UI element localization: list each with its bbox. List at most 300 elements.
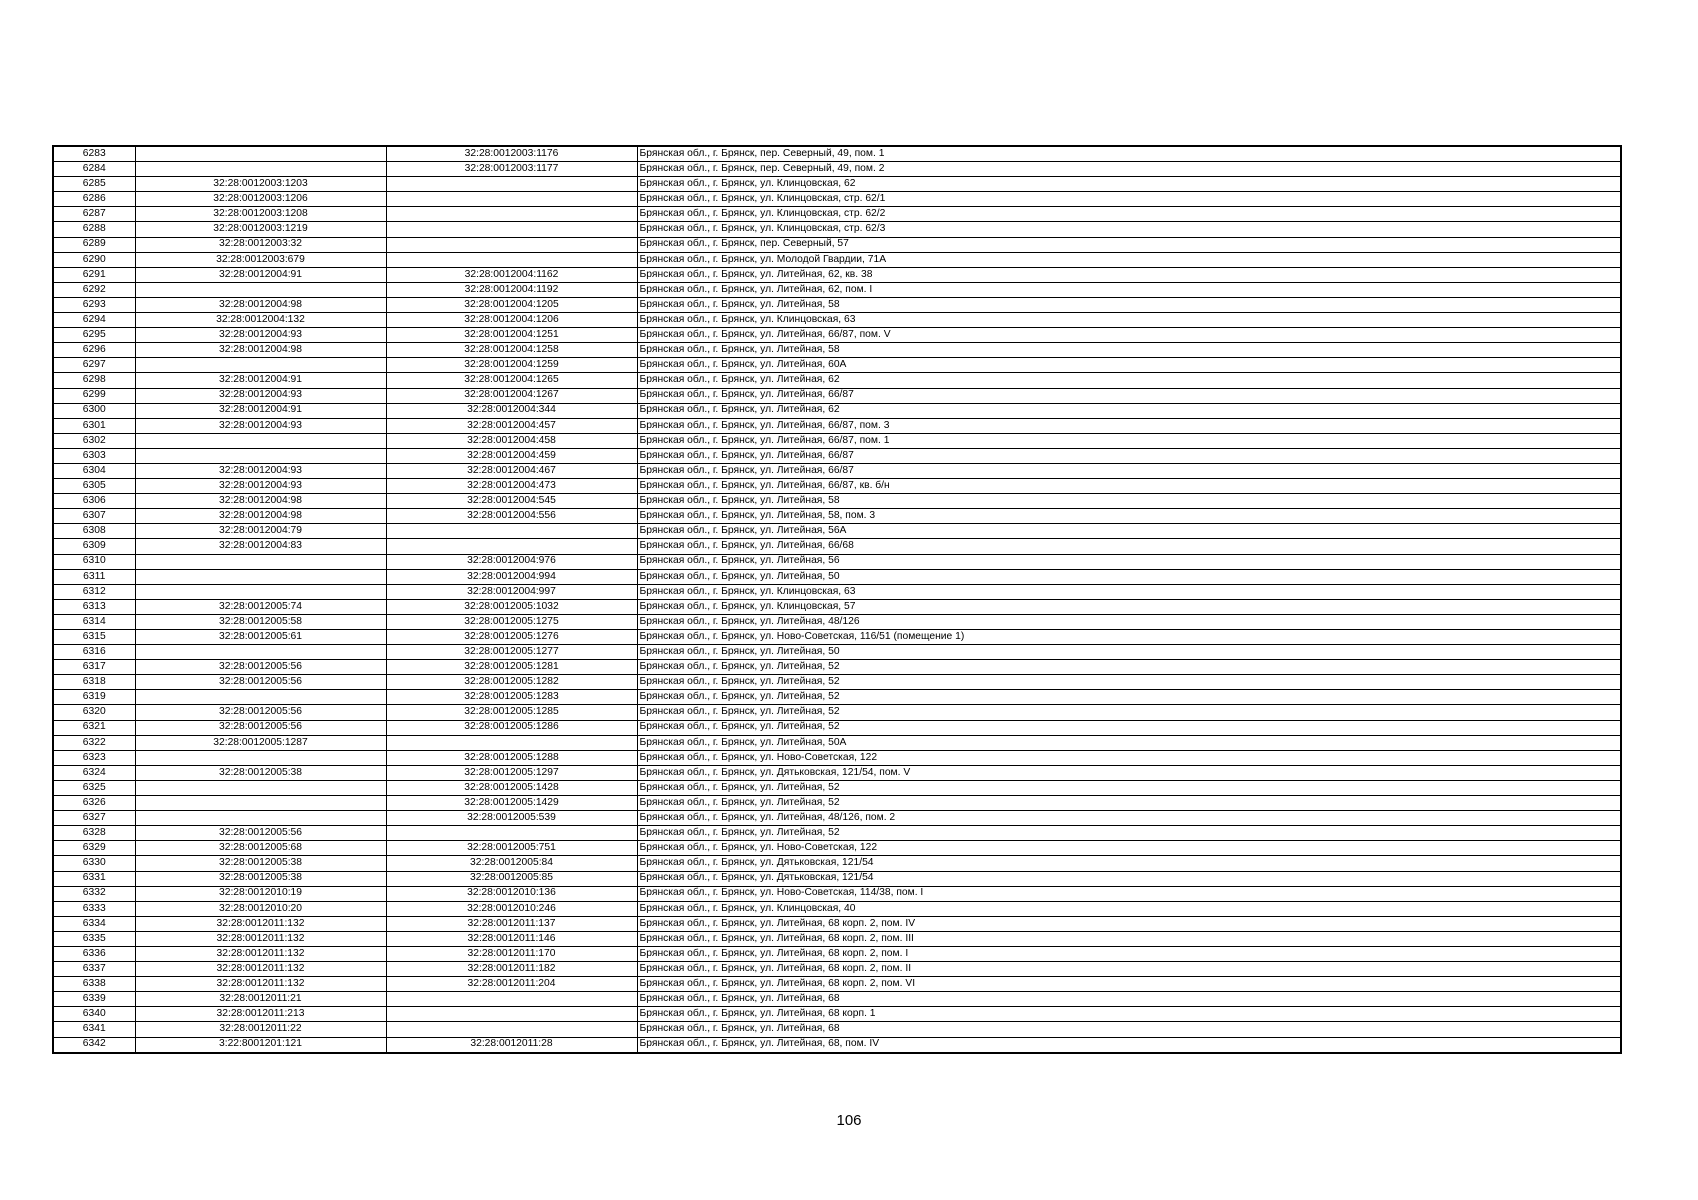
object-cadastral-number-cell: 32:28:0012005:1285 — [386, 705, 637, 720]
address-cell: Брянская обл., г. Брянск, ул. Дятьковская, 121/54 — [637, 871, 1621, 886]
object-cadastral-number-cell: 32:28:0012004:994 — [386, 569, 637, 584]
land-cadastral-number-cell — [135, 358, 386, 373]
row-number-cell: 6323 — [53, 750, 135, 765]
land-cadastral-number-cell: 32:28:0012005:56 — [135, 675, 386, 690]
land-cadastral-number-cell: 32:28:0012004:91 — [135, 373, 386, 388]
row-number-cell: 6304 — [53, 463, 135, 478]
land-cadastral-number-cell: 3:22:8001201:121 — [135, 1037, 386, 1053]
object-cadastral-number-cell — [386, 826, 637, 841]
address-cell: Брянская обл., г. Брянск, ул. Ново-Советская, 122 — [637, 750, 1621, 765]
address-cell: Брянская обл., г. Брянск, ул. Клинцовская, 63 — [637, 313, 1621, 328]
land-cadastral-number-cell: 32:28:0012011:132 — [135, 977, 386, 992]
table-row — [53, 841, 1621, 856]
address-cell: Брянская обл., г. Брянск, ул. Литейная, 50А — [637, 735, 1621, 750]
table-row — [53, 373, 1621, 388]
address-cell: Брянская обл., г. Брянск, ул. Литейная, 48/126, пом. 2 — [637, 811, 1621, 826]
object-cadastral-number-cell: 32:28:0012011:146 — [386, 931, 637, 946]
land-cadastral-number-cell — [135, 282, 386, 297]
address-cell: Брянская обл., г. Брянск, пер. Северный, 49, пом. 1 — [637, 146, 1621, 162]
row-number-cell: 6309 — [53, 539, 135, 554]
land-cadastral-number-cell: 32:28:0012003:32 — [135, 237, 386, 252]
table-row — [53, 720, 1621, 735]
row-number-cell: 6289 — [53, 237, 135, 252]
row-number-cell: 6328 — [53, 826, 135, 841]
land-cadastral-number-cell: 32:28:0012011:132 — [135, 946, 386, 961]
address-cell: Брянская обл., г. Брянск, ул. Литейная, 62 — [637, 403, 1621, 418]
row-number-cell: 6322 — [53, 735, 135, 750]
land-cadastral-number-cell: 32:28:0012011:132 — [135, 931, 386, 946]
object-cadastral-number-cell: 32:28:0012004:457 — [386, 418, 637, 433]
land-cadastral-number-cell: 32:28:0012010:20 — [135, 901, 386, 916]
row-number-cell: 6297 — [53, 358, 135, 373]
row-number-cell: 6320 — [53, 705, 135, 720]
land-cadastral-number-cell — [135, 569, 386, 584]
page-number: 106 — [836, 1112, 862, 1129]
table-row — [53, 479, 1621, 494]
table-row — [53, 931, 1621, 946]
address-cell: Брянская обл., г. Брянск, ул. Клинцовская, 57 — [637, 599, 1621, 614]
object-cadastral-number-cell: 32:28:0012005:85 — [386, 871, 637, 886]
land-cadastral-number-cell: 32:28:0012005:61 — [135, 630, 386, 645]
address-cell: Брянская обл., г. Брянск, ул. Ново-Советская, 114/38, пом. I — [637, 886, 1621, 901]
table-row — [53, 282, 1621, 297]
land-cadastral-number-cell: 32:28:0012005:38 — [135, 856, 386, 871]
table-row — [53, 977, 1621, 992]
table-row — [53, 388, 1621, 403]
address-cell: Брянская обл., г. Брянск, ул. Литейная, 66/87 — [637, 463, 1621, 478]
table-row — [53, 328, 1621, 343]
row-number-cell: 6337 — [53, 962, 135, 977]
row-number-cell: 6330 — [53, 856, 135, 871]
object-cadastral-number-cell: 32:28:0012004:1251 — [386, 328, 637, 343]
object-cadastral-number-cell — [386, 539, 637, 554]
table-row — [53, 645, 1621, 660]
object-cadastral-number-cell: 32:28:0012004:545 — [386, 494, 637, 509]
object-cadastral-number-cell: 32:28:0012004:1205 — [386, 297, 637, 312]
table-row — [53, 780, 1621, 795]
land-cadastral-number-cell: 32:28:0012004:91 — [135, 403, 386, 418]
row-number-cell: 6292 — [53, 282, 135, 297]
object-cadastral-number-cell: 32:28:0012005:1429 — [386, 796, 637, 811]
table-row — [53, 614, 1621, 629]
table-row — [53, 856, 1621, 871]
address-cell: Брянская обл., г. Брянск, ул. Литейная, 48/126 — [637, 614, 1621, 629]
address-cell: Брянская обл., г. Брянск, ул. Литейная, 66/87 — [637, 448, 1621, 463]
table-row — [53, 237, 1621, 252]
address-cell: Брянская обл., г. Брянск, ул. Литейная, 68 корп. 1 — [637, 1007, 1621, 1022]
table-row — [53, 463, 1621, 478]
object-cadastral-number-cell: 32:28:0012004:1267 — [386, 388, 637, 403]
row-number-cell: 6308 — [53, 524, 135, 539]
table-row — [53, 539, 1621, 554]
registry-table — [52, 145, 1622, 1054]
land-cadastral-number-cell: 32:28:0012003:1219 — [135, 222, 386, 237]
table-row — [53, 1007, 1621, 1022]
row-number-cell: 6326 — [53, 796, 135, 811]
address-cell: Брянская обл., г. Брянск, ул. Литейная, 68 корп. 2, пом. VI — [637, 977, 1621, 992]
table-row — [53, 509, 1621, 524]
row-number-cell: 6340 — [53, 1007, 135, 1022]
land-cadastral-number-cell: 32:28:0012003:1203 — [135, 177, 386, 192]
land-cadastral-number-cell: 32:28:0012003:1208 — [135, 207, 386, 222]
address-cell: Брянская обл., г. Брянск, ул. Литейная, 68 корп. 2, пом. IV — [637, 916, 1621, 931]
address-cell: Брянская обл., г. Брянск, ул. Литейная, 62, кв. 38 — [637, 267, 1621, 282]
table-row — [53, 524, 1621, 539]
land-cadastral-number-cell: 32:28:0012005:56 — [135, 660, 386, 675]
row-number-cell: 6296 — [53, 343, 135, 358]
object-cadastral-number-cell: 32:28:0012005:1032 — [386, 599, 637, 614]
table-row — [53, 675, 1621, 690]
object-cadastral-number-cell: 32:28:0012005:84 — [386, 856, 637, 871]
row-number-cell: 6316 — [53, 645, 135, 660]
row-number-cell: 6312 — [53, 584, 135, 599]
table-row — [53, 222, 1621, 237]
land-cadastral-number-cell — [135, 146, 386, 162]
land-cadastral-number-cell: 32:28:0012011:132 — [135, 916, 386, 931]
address-cell: Брянская обл., г. Брянск, ул. Литейная, 68 — [637, 992, 1621, 1007]
table-row — [53, 811, 1621, 826]
land-cadastral-number-cell: 32:28:0012011:21 — [135, 992, 386, 1007]
table-row — [53, 313, 1621, 328]
address-cell: Брянская обл., г. Брянск, ул. Клинцовская, стр. 62/2 — [637, 207, 1621, 222]
object-cadastral-number-cell — [386, 735, 637, 750]
table-row — [53, 599, 1621, 614]
row-number-cell: 6290 — [53, 252, 135, 267]
land-cadastral-number-cell: 32:28:0012005:38 — [135, 871, 386, 886]
row-number-cell: 6329 — [53, 841, 135, 856]
land-cadastral-number-cell: 32:28:0012004:93 — [135, 479, 386, 494]
table-row — [53, 901, 1621, 916]
table-row — [53, 750, 1621, 765]
table-row — [53, 403, 1621, 418]
object-cadastral-number-cell: 32:28:0012004:997 — [386, 584, 637, 599]
object-cadastral-number-cell: 32:28:0012005:751 — [386, 841, 637, 856]
object-cadastral-number-cell — [386, 207, 637, 222]
table-row — [53, 433, 1621, 448]
land-cadastral-number-cell: 32:28:0012011:132 — [135, 962, 386, 977]
row-number-cell: 6311 — [53, 569, 135, 584]
table-row — [53, 660, 1621, 675]
object-cadastral-number-cell: 32:28:0012005:1283 — [386, 690, 637, 705]
land-cadastral-number-cell: 32:28:0012004:98 — [135, 509, 386, 524]
land-cadastral-number-cell: 32:28:0012004:93 — [135, 388, 386, 403]
object-cadastral-number-cell: 32:28:0012010:246 — [386, 901, 637, 916]
table-row — [53, 252, 1621, 267]
address-cell: Брянская обл., г. Брянск, ул. Литейная, 58 — [637, 343, 1621, 358]
land-cadastral-number-cell — [135, 554, 386, 569]
address-cell: Брянская обл., г. Брянск, ул. Молодой Гвардии, 71А — [637, 252, 1621, 267]
object-cadastral-number-cell: 32:28:0012005:1297 — [386, 765, 637, 780]
table-row — [53, 690, 1621, 705]
land-cadastral-number-cell — [135, 811, 386, 826]
land-cadastral-number-cell: 32:28:0012004:93 — [135, 418, 386, 433]
object-cadastral-number-cell: 32:28:0012005:1428 — [386, 780, 637, 795]
address-cell: Брянская обл., г. Брянск, ул. Литейная, 68 корп. 2, пом. I — [637, 946, 1621, 961]
object-cadastral-number-cell — [386, 192, 637, 207]
address-cell: Брянская обл., г. Брянск, ул. Литейная, 68 — [637, 1022, 1621, 1037]
land-cadastral-number-cell — [135, 750, 386, 765]
address-cell: Брянская обл., г. Брянск, ул. Литейная, 66/68 — [637, 539, 1621, 554]
row-number-cell: 6334 — [53, 916, 135, 931]
address-cell: Брянская обл., г. Брянск, ул. Литейная, 56 — [637, 554, 1621, 569]
table-row — [53, 343, 1621, 358]
address-cell: Брянская обл., г. Брянск, ул. Литейная, 50 — [637, 645, 1621, 660]
land-cadastral-number-cell: 32:28:0012004:91 — [135, 267, 386, 282]
table-row — [53, 162, 1621, 177]
object-cadastral-number-cell: 32:28:0012004:1258 — [386, 343, 637, 358]
address-cell: Брянская обл., г. Брянск, ул. Литейная, 62 — [637, 373, 1621, 388]
row-number-cell: 6314 — [53, 614, 135, 629]
land-cadastral-number-cell: 32:28:0012011:213 — [135, 1007, 386, 1022]
table-row — [53, 871, 1621, 886]
row-number-cell: 6336 — [53, 946, 135, 961]
address-cell: Брянская обл., г. Брянск, ул. Литейная, 66/87, кв. б/н — [637, 479, 1621, 494]
land-cadastral-number-cell: 32:28:0012004:98 — [135, 297, 386, 312]
land-cadastral-number-cell: 32:28:0012005:68 — [135, 841, 386, 856]
table-row — [53, 796, 1621, 811]
address-cell: Брянская обл., г. Брянск, ул. Ново-Советская, 116/51 (помещение 1) — [637, 630, 1621, 645]
address-cell: Брянская обл., г. Брянск, ул. Литейная, 52 — [637, 720, 1621, 735]
address-cell: Брянская обл., г. Брянск, ул. Литейная, 50 — [637, 569, 1621, 584]
object-cadastral-number-cell: 32:28:0012011:170 — [386, 946, 637, 961]
row-number-cell: 6318 — [53, 675, 135, 690]
address-cell: Брянская обл., г. Брянск, ул. Литейная, 62, пом. I — [637, 282, 1621, 297]
table-row — [53, 297, 1621, 312]
row-number-cell: 6291 — [53, 267, 135, 282]
address-cell: Брянская обл., г. Брянск, ул. Литейная, 66/87, пом. 3 — [637, 418, 1621, 433]
row-number-cell: 6305 — [53, 479, 135, 494]
table-row — [53, 177, 1621, 192]
row-number-cell: 6294 — [53, 313, 135, 328]
address-cell: Брянская обл., г. Брянск, ул. Литейная, 66/87 — [637, 388, 1621, 403]
row-number-cell: 6325 — [53, 780, 135, 795]
object-cadastral-number-cell — [386, 1022, 637, 1037]
row-number-cell: 6307 — [53, 509, 135, 524]
address-cell: Брянская обл., г. Брянск, ул. Литейная, 52 — [637, 675, 1621, 690]
address-cell: Брянская обл., г. Брянск, ул. Литейная, 66/87, пом. V — [637, 328, 1621, 343]
row-number-cell: 6313 — [53, 599, 135, 614]
table-row — [53, 207, 1621, 222]
object-cadastral-number-cell — [386, 237, 637, 252]
land-cadastral-number-cell: 32:28:0012005:1287 — [135, 735, 386, 750]
object-cadastral-number-cell — [386, 222, 637, 237]
row-number-cell: 6319 — [53, 690, 135, 705]
row-number-cell: 6310 — [53, 554, 135, 569]
land-cadastral-number-cell: 32:28:0012010:19 — [135, 886, 386, 901]
object-cadastral-number-cell: 32:28:0012004:1265 — [386, 373, 637, 388]
object-cadastral-number-cell: 32:28:0012010:136 — [386, 886, 637, 901]
address-cell: Брянская обл., г. Брянск, ул. Клинцовская, стр. 62/3 — [637, 222, 1621, 237]
row-number-cell: 6327 — [53, 811, 135, 826]
row-number-cell: 6287 — [53, 207, 135, 222]
row-number-cell: 6332 — [53, 886, 135, 901]
land-cadastral-number-cell: 32:28:0012004:79 — [135, 524, 386, 539]
row-number-cell: 6298 — [53, 373, 135, 388]
object-cadastral-number-cell — [386, 992, 637, 1007]
land-cadastral-number-cell: 32:28:0012005:58 — [135, 614, 386, 629]
row-number-cell: 6321 — [53, 720, 135, 735]
land-cadastral-number-cell: 32:28:0012005:38 — [135, 765, 386, 780]
table-row — [53, 146, 1621, 162]
object-cadastral-number-cell: 32:28:0012005:1282 — [386, 675, 637, 690]
object-cadastral-number-cell: 32:28:0012004:556 — [386, 509, 637, 524]
address-cell: Брянская обл., г. Брянск, ул. Ново-Советская, 122 — [637, 841, 1621, 856]
land-cadastral-number-cell: 32:28:0012005:56 — [135, 705, 386, 720]
object-cadastral-number-cell: 32:28:0012004:467 — [386, 463, 637, 478]
object-cadastral-number-cell: 32:28:0012005:1276 — [386, 630, 637, 645]
address-cell: Брянская обл., г. Брянск, ул. Литейная, 58, пом. 3 — [637, 509, 1621, 524]
land-cadastral-number-cell: 32:28:0012003:1206 — [135, 192, 386, 207]
land-cadastral-number-cell: 32:28:0012005:74 — [135, 599, 386, 614]
row-number-cell: 6339 — [53, 992, 135, 1007]
table-row — [53, 705, 1621, 720]
address-cell: Брянская обл., г. Брянск, ул. Литейная, 68 корп. 2, пом. III — [637, 931, 1621, 946]
address-cell: Брянская обл., г. Брянск, ул. Литейная, 52 — [637, 796, 1621, 811]
object-cadastral-number-cell: 32:28:0012004:1192 — [386, 282, 637, 297]
address-cell: Брянская обл., г. Брянск, ул. Литейная, 68, пом. IV — [637, 1037, 1621, 1053]
object-cadastral-number-cell — [386, 252, 637, 267]
row-number-cell: 6315 — [53, 630, 135, 645]
land-cadastral-number-cell: 32:28:0012004:98 — [135, 494, 386, 509]
address-cell: Брянская обл., г. Брянск, ул. Клинцовская, 40 — [637, 901, 1621, 916]
row-number-cell: 6338 — [53, 977, 135, 992]
table-row — [53, 1037, 1621, 1053]
row-number-cell: 6341 — [53, 1022, 135, 1037]
land-cadastral-number-cell — [135, 433, 386, 448]
address-cell: Брянская обл., г. Брянск, ул. Литейная, 52 — [637, 780, 1621, 795]
object-cadastral-number-cell — [386, 524, 637, 539]
address-cell: Брянская обл., г. Брянск, ул. Клинцовская, стр. 62/1 — [637, 192, 1621, 207]
table-row — [53, 192, 1621, 207]
land-cadastral-number-cell: 32:28:0012004:132 — [135, 313, 386, 328]
table-row — [53, 554, 1621, 569]
object-cadastral-number-cell: 32:28:0012005:539 — [386, 811, 637, 826]
row-number-cell: 6335 — [53, 931, 135, 946]
object-cadastral-number-cell: 32:28:0012004:1206 — [386, 313, 637, 328]
table-row — [53, 267, 1621, 282]
table-row — [53, 946, 1621, 961]
table-row — [53, 630, 1621, 645]
row-number-cell: 6295 — [53, 328, 135, 343]
table-row — [53, 916, 1621, 931]
row-number-cell: 6286 — [53, 192, 135, 207]
table-row — [53, 765, 1621, 780]
object-cadastral-number-cell: 32:28:0012004:459 — [386, 448, 637, 463]
row-number-cell: 6288 — [53, 222, 135, 237]
address-cell: Брянская обл., г. Брянск, ул. Литейная, 60А — [637, 358, 1621, 373]
row-number-cell: 6300 — [53, 403, 135, 418]
row-number-cell: 6299 — [53, 388, 135, 403]
table-row — [53, 418, 1621, 433]
object-cadastral-number-cell: 32:28:0012004:1259 — [386, 358, 637, 373]
table-row — [53, 448, 1621, 463]
address-cell: Брянская обл., г. Брянск, ул. Литейная, 52 — [637, 705, 1621, 720]
table-row — [53, 826, 1621, 841]
land-cadastral-number-cell: 32:28:0012005:56 — [135, 826, 386, 841]
table-row — [53, 992, 1621, 1007]
address-cell: Брянская обл., г. Брянск, пер. Северный, 49, пом. 2 — [637, 162, 1621, 177]
land-cadastral-number-cell: 32:28:0012004:83 — [135, 539, 386, 554]
address-cell: Брянская обл., г. Брянск, ул. Литейная, 66/87, пом. 1 — [637, 433, 1621, 448]
object-cadastral-number-cell: 32:28:0012005:1288 — [386, 750, 637, 765]
address-cell: Брянская обл., г. Брянск, ул. Литейная, 52 — [637, 826, 1621, 841]
row-number-cell: 6333 — [53, 901, 135, 916]
table-row — [53, 962, 1621, 977]
object-cadastral-number-cell: 32:28:0012011:137 — [386, 916, 637, 931]
address-cell: Брянская обл., г. Брянск, ул. Литейная, 58 — [637, 494, 1621, 509]
object-cadastral-number-cell: 32:28:0012004:344 — [386, 403, 637, 418]
row-number-cell: 6293 — [53, 297, 135, 312]
row-number-cell: 6283 — [53, 146, 135, 162]
address-cell: Брянская обл., г. Брянск, ул. Дятьковская, 121/54, пом. V — [637, 765, 1621, 780]
land-cadastral-number-cell — [135, 796, 386, 811]
address-cell: Брянская обл., г. Брянск, ул. Литейная, 52 — [637, 690, 1621, 705]
land-cadastral-number-cell — [135, 645, 386, 660]
object-cadastral-number-cell: 32:28:0012011:182 — [386, 962, 637, 977]
row-number-cell: 6285 — [53, 177, 135, 192]
land-cadastral-number-cell — [135, 448, 386, 463]
land-cadastral-number-cell — [135, 780, 386, 795]
table-row — [53, 735, 1621, 750]
object-cadastral-number-cell — [386, 1007, 637, 1022]
object-cadastral-number-cell: 32:28:0012011:28 — [386, 1037, 637, 1053]
land-cadastral-number-cell: 32:28:0012005:56 — [135, 720, 386, 735]
land-cadastral-number-cell: 32:28:0012004:93 — [135, 328, 386, 343]
object-cadastral-number-cell: 32:28:0012005:1281 — [386, 660, 637, 675]
address-cell: Брянская обл., г. Брянск, ул. Литейная, 56А — [637, 524, 1621, 539]
address-cell: Брянская обл., г. Брянск, ул. Литейная, 52 — [637, 660, 1621, 675]
object-cadastral-number-cell: 32:28:0012004:473 — [386, 479, 637, 494]
object-cadastral-number-cell: 32:28:0012005:1275 — [386, 614, 637, 629]
land-cadastral-number-cell: 32:28:0012003:679 — [135, 252, 386, 267]
land-cadastral-number-cell — [135, 584, 386, 599]
row-number-cell: 6317 — [53, 660, 135, 675]
address-cell: Брянская обл., г. Брянск, ул. Дятьковская, 121/54 — [637, 856, 1621, 871]
row-number-cell: 6306 — [53, 494, 135, 509]
object-cadastral-number-cell: 32:28:0012005:1277 — [386, 645, 637, 660]
row-number-cell: 6303 — [53, 448, 135, 463]
row-number-cell: 6284 — [53, 162, 135, 177]
land-cadastral-number-cell — [135, 690, 386, 705]
object-cadastral-number-cell: 32:28:0012004:976 — [386, 554, 637, 569]
address-cell: Брянская обл., г. Брянск, ул. Клинцовская, 63 — [637, 584, 1621, 599]
land-cadastral-number-cell: 32:28:0012011:22 — [135, 1022, 386, 1037]
table-row — [53, 1022, 1621, 1037]
table-row — [53, 584, 1621, 599]
address-cell: Брянская обл., г. Брянск, ул. Литейная, 68 корп. 2, пом. II — [637, 962, 1621, 977]
row-number-cell: 6301 — [53, 418, 135, 433]
table-row — [53, 886, 1621, 901]
row-number-cell: 6342 — [53, 1037, 135, 1053]
object-cadastral-number-cell: 32:28:0012005:1286 — [386, 720, 637, 735]
address-cell: Брянская обл., г. Брянск, пер. Северный, 57 — [637, 237, 1621, 252]
object-cadastral-number-cell: 32:28:0012003:1177 — [386, 162, 637, 177]
land-cadastral-number-cell: 32:28:0012004:98 — [135, 343, 386, 358]
table-row — [53, 569, 1621, 584]
object-cadastral-number-cell: 32:28:0012004:458 — [386, 433, 637, 448]
object-cadastral-number-cell: 32:28:0012003:1176 — [386, 146, 637, 162]
table-row — [53, 358, 1621, 373]
row-number-cell: 6302 — [53, 433, 135, 448]
object-cadastral-number-cell — [386, 177, 637, 192]
registry-table-body — [53, 146, 1621, 1053]
row-number-cell: 6331 — [53, 871, 135, 886]
address-cell: Брянская обл., г. Брянск, ул. Литейная, 58 — [637, 297, 1621, 312]
object-cadastral-number-cell: 32:28:0012011:204 — [386, 977, 637, 992]
land-cadastral-number-cell — [135, 162, 386, 177]
address-cell: Брянская обл., г. Брянск, ул. Клинцовская, 62 — [637, 177, 1621, 192]
row-number-cell: 6324 — [53, 765, 135, 780]
